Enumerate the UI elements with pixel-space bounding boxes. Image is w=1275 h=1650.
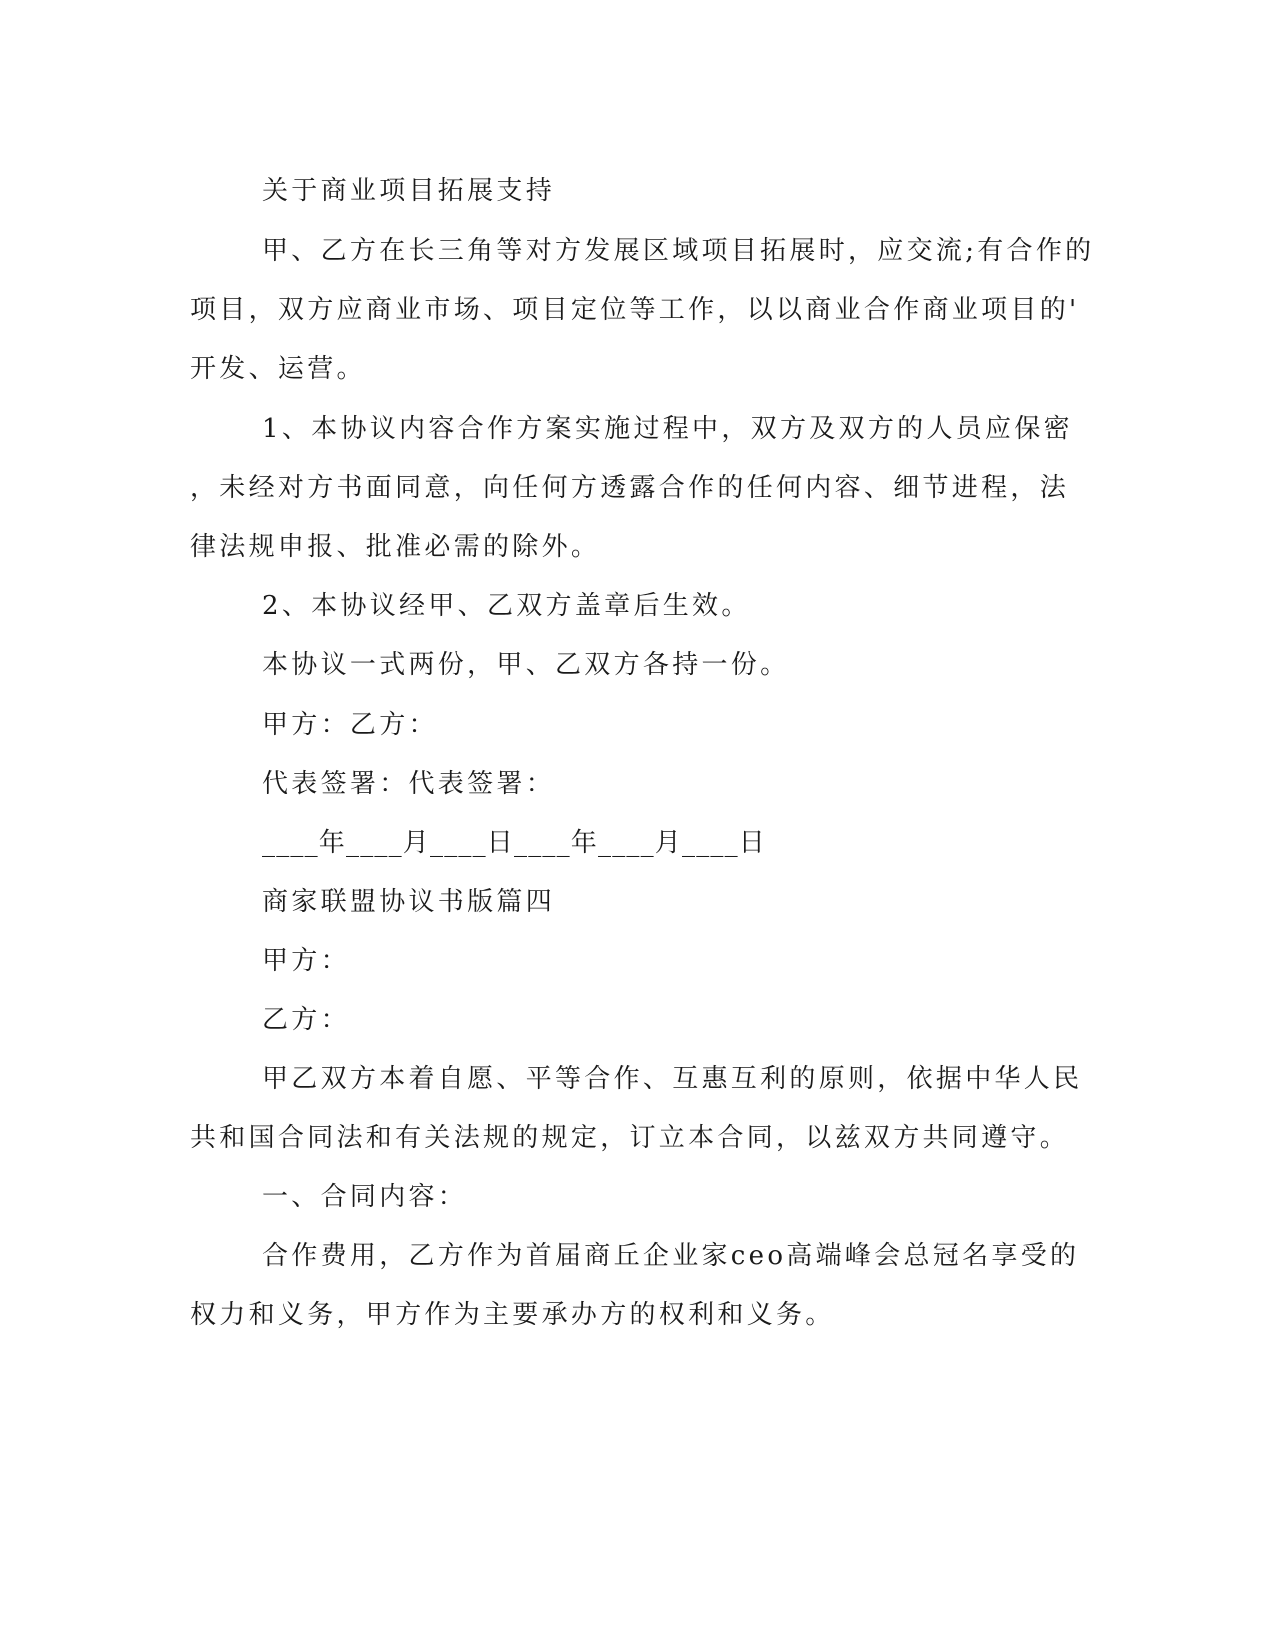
party-a-label: 甲方： xyxy=(262,946,350,976)
paragraph-line: 共和国合同法和有关法规的规定，订立本合同，以兹双方共同遵守。 xyxy=(190,1123,1070,1153)
paragraph-line: 本协议一式两份，甲、乙双方各持一份。 xyxy=(262,650,790,680)
paragraph-line: 权力和义务，甲方作为主要承办方的权利和义务。 xyxy=(190,1300,835,1330)
section-heading: 商家联盟协议书版篇四 xyxy=(262,887,556,917)
party-b-label: 乙方： xyxy=(262,1005,350,1035)
paragraph-line: 甲乙双方本着自愿、平等合作、互惠互利的原则，依据中华人民 xyxy=(262,1064,1083,1094)
signature-dates: ____年____月____日____年____月____日 xyxy=(262,828,767,858)
paragraph-line: 1、本协议内容合作方案实施过程中，双方及双方的人员应保密 xyxy=(262,414,1073,444)
paragraph-line: 甲、乙方在长三角等对方发展区域项目拓展时，应交流;有合作的 xyxy=(262,236,1095,266)
paragraph-line: 合作费用，乙方作为首届商丘企业家ceo高端峰会总冠名享受的 xyxy=(262,1241,1080,1271)
signature-representatives: 代表签署：代表签署： xyxy=(262,769,556,799)
paragraph-line: ，未经对方书面同意，向任何方透露合作的任何内容、细节进程，法 xyxy=(190,473,1070,503)
clause-heading: 一、合同内容： xyxy=(262,1182,468,1212)
signature-parties: 甲方：乙方： xyxy=(262,710,438,740)
section-heading: 关于商业项目拓展支持 xyxy=(262,176,556,206)
paragraph-line: 项目，双方应商业市场、项目定位等工作，以以商业合作商业项目的' xyxy=(190,295,1080,325)
paragraph-line: 律法规申报、批准必需的除外。 xyxy=(190,532,601,562)
paragraph-line: 开发、运营。 xyxy=(190,354,366,384)
paragraph-line: 2、本协议经甲、乙双方盖章后生效。 xyxy=(262,591,751,621)
